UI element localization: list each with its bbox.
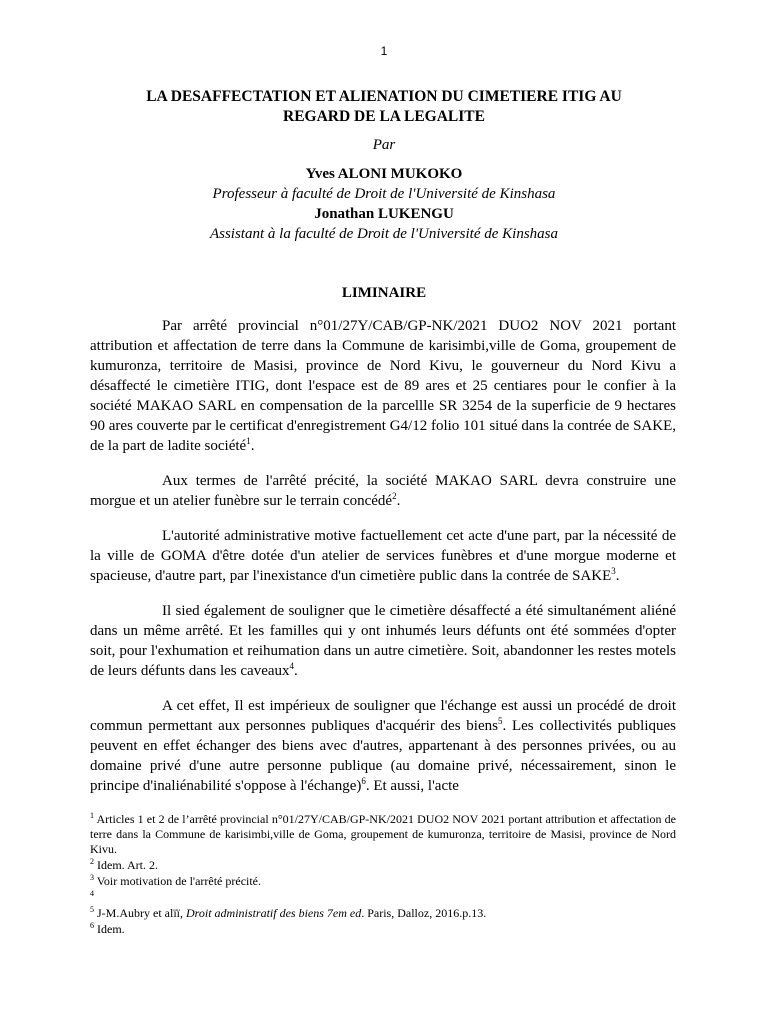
footnote-number: 5	[90, 905, 94, 914]
paragraph-text-middle: . Les collectivités publiques peuvent en effet échanger des biens avec d'autres, appartenant à des personnes privées, ou au domaine privé d'une autre personne publique (au domaine privé, nécessairement, sinon le principe d'inaliénabilité s'oppose à l'échange)	[90, 718, 676, 794]
paragraph-text-end: . Et aussi, l'acte	[365, 778, 459, 794]
footnote-ref: 4	[289, 661, 295, 671]
author-2-name: Jonathan LUKENGU	[314, 206, 454, 222]
footnote-number: 1	[90, 811, 94, 820]
paragraph-text: L'autorité administrative motive factuellement cet acte d'une part, par la nécessité de la ville de GOMA d'être dotée d'un atelier de services funèbres et d'une morgue moderne et spacieuse, d'autre part, par l'inexistance d'un cimetière public dans la contrée de SAKE	[90, 528, 676, 584]
footnote	[90, 874, 676, 889]
footnote-text: Articles 1 et 2 de l’arrêté provincial n°01/27Y/CAB/GP-NK/2021 DUO2 NOV 2021 portant attribution et affectation de terre dans la Commune de karisimbi,ville de Goma, groupement de kumuronza, territoire de Masisi, province de Nord Kivu.	[90, 812, 677, 856]
footnote	[90, 858, 676, 873]
paragraph-text: A cet effet, Il est impérieux de souligner que l'échange est aussi un procédé de droit commun permettant aux personnes publiques d'acquérir des biens	[90, 698, 676, 734]
paragraph	[90, 601, 676, 681]
footnote	[90, 890, 676, 905]
paragraph-text-end: .	[250, 438, 255, 454]
paragraph-text-end: .	[294, 663, 298, 679]
footnote	[90, 922, 676, 937]
footnotes	[90, 812, 676, 938]
document-title	[90, 87, 678, 127]
paragraph	[90, 316, 676, 456]
footnote-ref: 6	[361, 776, 366, 786]
author-1-name: Yves ALONI MUKOKO	[305, 166, 463, 182]
title-line-1: LA DESAFFECTATION ET ALIENATION DU CIMETIERE ITIG AU	[146, 88, 622, 105]
footnote-number: 6	[90, 921, 94, 930]
footnote-ref: 1	[246, 436, 251, 446]
footnote-text: Voir motivation de l'arrêté précité.	[96, 874, 262, 888]
section-heading: LIMINAIRE	[341, 285, 427, 301]
paragraph	[90, 526, 676, 586]
paragraph-text-end: .	[396, 493, 401, 509]
footnote-text: J-M.Aubry et alïï,	[97, 906, 186, 920]
footnote-ref: 3	[611, 566, 616, 576]
footnote-text-end: . Paris, Dalloz, 2016.p.13.	[361, 906, 487, 920]
footnote-number: 2	[90, 857, 94, 866]
footnote-number: 4	[90, 889, 94, 898]
paragraph	[90, 471, 676, 511]
footnote-number: 3	[90, 873, 94, 882]
paragraph	[90, 696, 676, 796]
author-1-affiliation: Professeur à faculté de Droit de l'Université de Kinshasa	[212, 186, 556, 202]
body-text	[90, 316, 676, 796]
footnote	[90, 906, 676, 921]
footnote-book-title: Droit administratif des biens 7em ed	[186, 906, 362, 920]
paragraph-text: Par arrêté provincial n°01/27Y/CAB/GP-NK/2021 DUO2 NOV 2021 portant attribution et affectation de terre dans la Commune de karisimbi,ville de Goma, groupement de kumuronza, territoire de Masisi, province de Nord Kivu, le gouverneur du Nord Kivu a désaffecté le cimetière ITIG, dont l'espace est de 89 ares et 25 centiares pour le confier à la société MAKAO SARL en compensation de la parcellle SR 3254 de la superficie de 9 hectares 90 ares couverte par le certificat d'enregistrement G4/12 folio 101 situé dans la contrée de SAKE, de la part de ladite société	[90, 318, 676, 454]
title-line-2: REGARD DE LA LEGALITE	[283, 108, 485, 125]
paragraph-text: Aux termes de l'arrêté précité, la société MAKAO SARL devra construire une morgue et un atelier funèbre sur le terrain concédé	[90, 473, 676, 509]
paragraph-text: Il sied également de souligner que le cimetière désaffecté a été simultanément aliéné dans un même arrêté. Et les familles qui y ont inhumés leurs défunts ont été sommées d'opter soit, pour l'exhumation et reihumation dans un autre cimetière. Soit, abandonner les restes motels de leurs défunts dans les caveaux	[90, 603, 676, 679]
footnote-text: Idem.	[97, 922, 125, 936]
footnote-ref: 5	[497, 716, 503, 726]
paragraph-text-end: .	[615, 568, 620, 584]
author-2-affiliation: Assistant à la faculté de Droit de l'Université de Kinshasa	[209, 226, 559, 242]
page-number: 1	[380, 44, 388, 58]
by-line: Par	[372, 137, 396, 153]
footnote-ref: 2	[392, 491, 397, 501]
footnote	[90, 812, 676, 857]
footnote-text: Idem. Art. 2.	[97, 858, 158, 872]
